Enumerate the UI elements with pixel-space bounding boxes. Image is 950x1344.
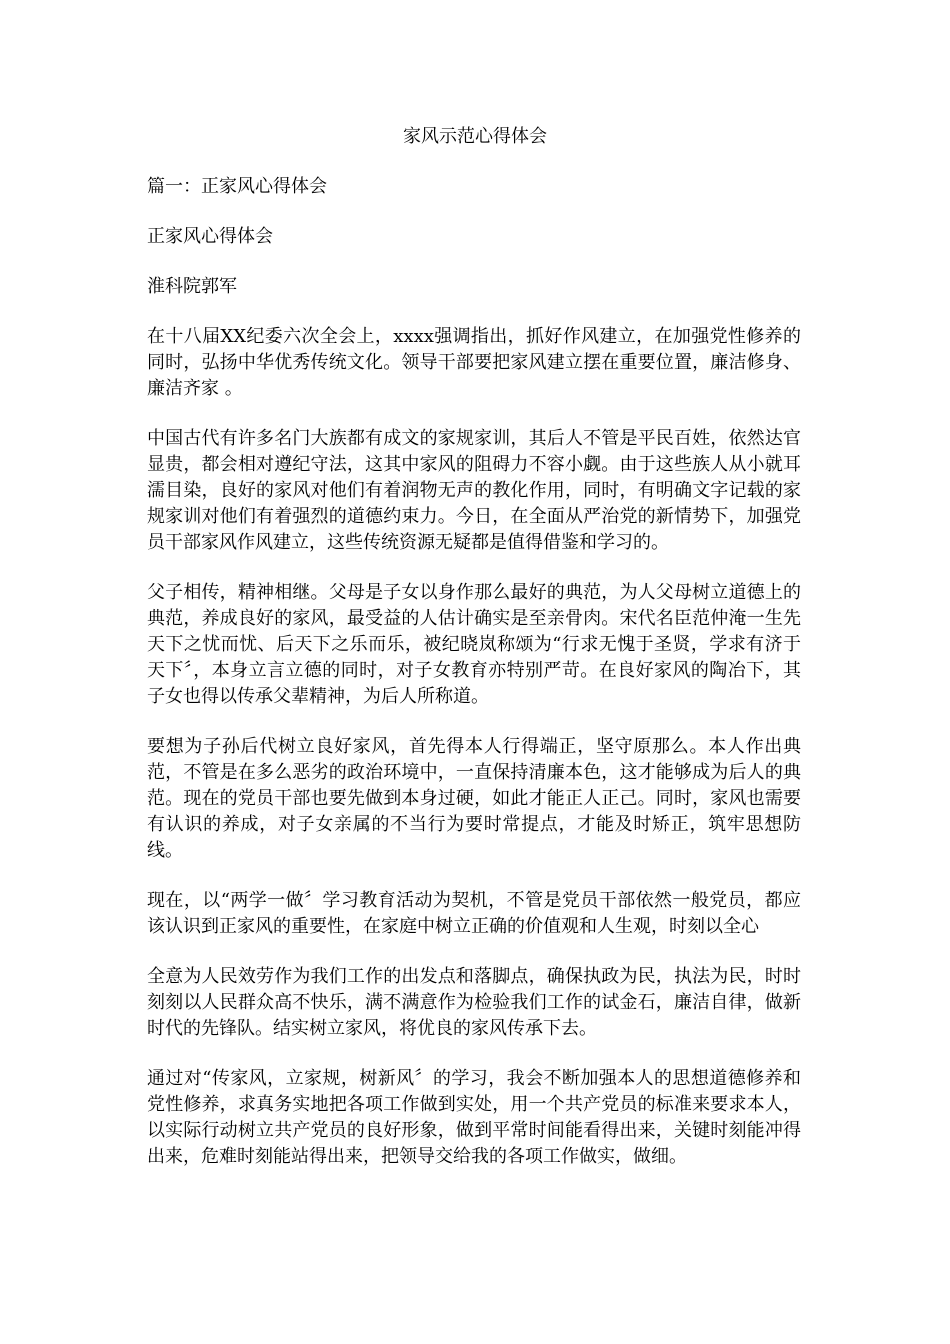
paragraph: 现在，以“两学一做〞学习教育活动为契机，不管是党员干部依然一般党员，都应该认识到正家风的重要性，在家庭中树立正确的价值观和人生观，时刻以全心 [147, 890, 801, 937]
document-body [147, 174, 801, 1194]
document-title: 家风示范心得体会 [403, 126, 547, 147]
sub-title: 正家风心得体会 [147, 226, 273, 247]
paragraph: 全意为人民效劳作为我们工作的出发点和落脚点，确保执政为民，执法为民，时时刻刻以人民群众高不快乐，满不满意作为检验我们工作的试金石，廉洁自律，做新时代的先锋队。结实树立家风，将优良的家风传承下去。 [147, 966, 801, 1039]
paragraph: 在十八届XX纪委六次全会上，xxxx强调指出，抓好作风建立，在加强党性修养的同时，弘扬中华优秀传统文化。领导干部要把家风建立摆在重要位置，廉洁修身、廉洁齐家 。 [147, 326, 801, 399]
paragraph: 中国古代有许多名门大族都有成文的家规家训，其后人不管是平民百姓，依然达官显贵，都会相对遵纪守法，这其中家风的阻碍力不容小觑。由于这些族人从小就耳濡目染，良好的家风对他们有着润物无声的教化作用，同时，有明确文字记载的家规家训对他们有着强烈的道德约束力。今日，在全面从严治党的新情势下，加强党员干部家风作风建立，这些传统资源无疑都是值得借鉴和学习的。 [147, 428, 801, 553]
paragraph: 要想为子孙后代树立良好家风，首先得本人行得端正，坚守原那么。本人作出典范，不管是在多么恶劣的政治环境中，一直保持清廉本色，这才能够成为后人的典范。现在的党员干部也要先做到本身过硬，如此才能正人正己。同时，家风也需要有认识的养成，对子女亲属的不当行为要时常提点，才能及时矫正，筑牢思想防线。 [147, 736, 801, 861]
author-line: 淮科院郭军 [147, 276, 237, 297]
section-heading: 篇一：正家风心得体会 [147, 176, 327, 197]
paragraph: 通过对“传家风，立家规，树新风〞的学习，我会不断加强本人的思想道德修养和党性修养，求真务实地把各项工作做到实处，用一个共产党员的标准来要求本人，以实际行动树立共产党员的良好形象，做到平常时间能看得出来，关键时刻能冲得出来，危难时刻能站得出来，把领导交给我的各项工作做实，做细。 [147, 1068, 801, 1167]
paragraph: 父子相传，精神相继。父母是子女以身作那么最好的典范，为人父母树立道德上的典范，养成良好的家风，最受益的人估计确实是至亲骨肉。宋代名臣范仲淹一生先天下之忧而忧、后天下之乐而乐，被纪晓岚称颂为“行求无愧于圣贤，学求有济于天下〞，本身立言立德的同时，对子女教育亦特别严苛。在良好家风的陶冶下，其子女也得以传承父辈精神，为后人所称道。 [147, 582, 801, 707]
